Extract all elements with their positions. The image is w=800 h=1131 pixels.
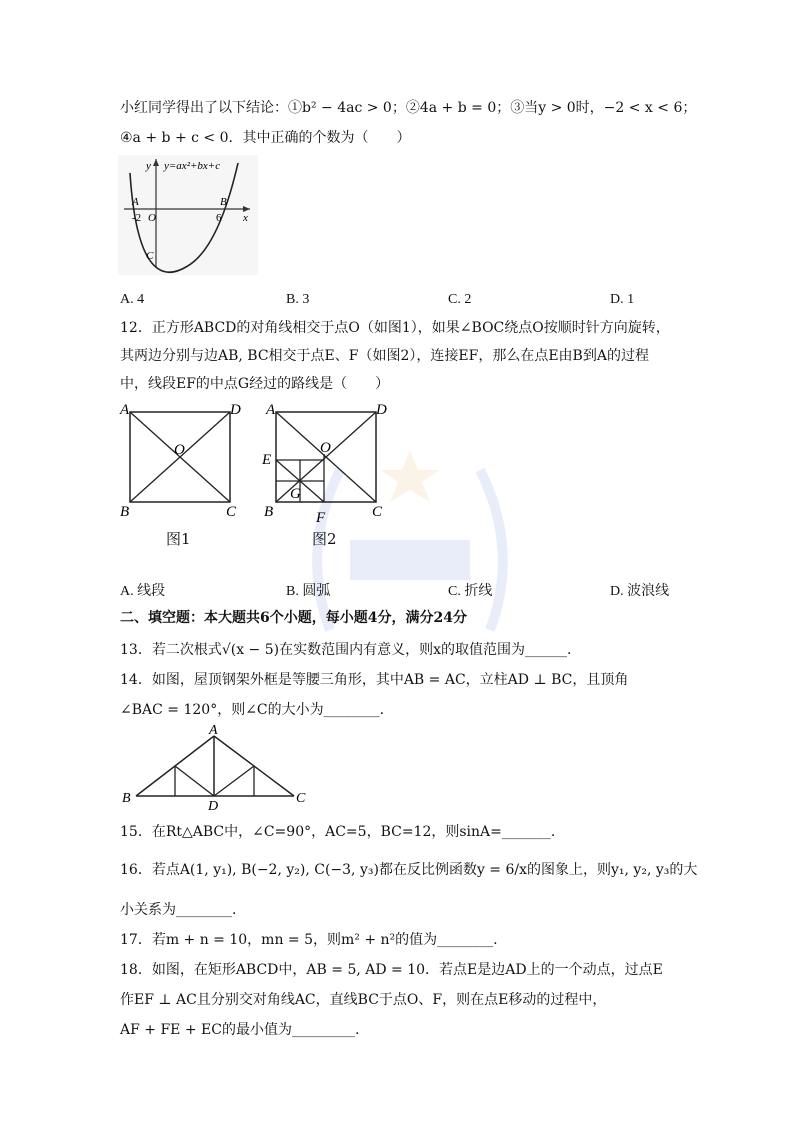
fig2-G-label: G [290, 486, 301, 502]
q11-C-label: C [146, 250, 154, 262]
q11-line1: 小红同学得出了以下结论：①b² − 4ac > 0；②4a + b = 0；③当y > 0时，−2 < x < 6； [120, 100, 697, 116]
q12-line3: 中，线段EF的中点G经过的路线是（ ） [120, 376, 390, 392]
q11-option-a[interactable]: A. 4 [120, 292, 145, 307]
fig2-A-label: A [266, 402, 276, 418]
q14-D-label: D [208, 799, 219, 814]
fig1-caption: 图1 [166, 530, 191, 548]
section2-heading: 二、填空题：本大题共6个小题，每小题4分，满分24分 [120, 610, 467, 626]
q11-A-label: A [132, 196, 139, 208]
fig1-O-label: O [174, 442, 185, 458]
q11-option-c[interactable]: C. 2 [448, 292, 472, 307]
q16-line1: 16．若点A(1, y₁), B(−2, y₂), C(−3, y₃)都在反比例函数y = 6/x的图象上，则y₁, y₂, y₃的大 [120, 862, 698, 878]
q12-line1: 12．正方形ABCD的对角线相交于点O（如图1），如果∠BOC绕点O按顺时针方向旋转， [120, 320, 670, 336]
q12-option-d[interactable]: D. 波浪线 [610, 584, 670, 599]
q14-C-label: C [296, 791, 306, 806]
fig2-caption: 图2 [312, 530, 337, 548]
fig1-B-label: B [120, 504, 130, 520]
q12-option-b[interactable]: B. 圆弧 [286, 584, 331, 599]
q13-text: 13．若二次根式√(x − 5)在实数范围内有意义，则x的取值范围为______. [120, 642, 572, 658]
q12-figure-2 [262, 398, 402, 528]
q12-option-c[interactable]: C. 折线 [448, 584, 493, 599]
q11-neg2-label: -2 [132, 212, 142, 224]
fig2-C-label: C [372, 504, 383, 520]
fig1-C-label: C [226, 504, 237, 520]
q18-line1: 18．如图，在矩形ABCD中，AB = 5, AD = 10．若点E是边AD上的一个动点，过点E [120, 962, 663, 978]
q14-line1: 14．如图，屋顶钢架外框是等腰三角形，其中AB = AC，立柱AD ⊥ BC，且顶角 [120, 672, 629, 688]
q11-line2: ④a + b + c < 0．其中正确的个数为（ ） [120, 130, 411, 146]
fig2-B-label: B [264, 504, 274, 520]
fig2-O-label: O [320, 440, 331, 456]
q14-A-label: A [209, 723, 218, 738]
q14-line2: ∠BAC = 120°，则∠C的大小为________. [120, 702, 385, 718]
q11-O-label: O [148, 212, 156, 224]
q11-six-label: 6 [216, 212, 222, 224]
q12-figure-1 [118, 398, 248, 523]
fig2-D-label: D [376, 402, 387, 418]
q12-line2: 其两边分别与边AB, BC相交于点E、F（如图2），连接EF，那么在点E由B到A的过程 [120, 348, 649, 364]
q15-text: 15．在Rt△ABC中，∠C=90°，AC=5，BC=12，则sinA=_______. [120, 824, 556, 840]
q12-option-a[interactable]: A. 线段 [120, 584, 166, 599]
q14-roof-truss-figure [118, 722, 318, 814]
q18-line3: AF + FE + EC的最小值为_________. [120, 1022, 360, 1038]
q11-graph-title: y=ax²+bx+c [164, 160, 221, 172]
q16-line2: 小关系为________. [120, 902, 237, 918]
fig1-D-label: D [230, 402, 241, 418]
q11-parabola-graph [118, 155, 258, 275]
fig2-E-label: E [262, 452, 272, 468]
q11-option-d[interactable]: D. 1 [610, 292, 635, 307]
fig1-A-label: A [120, 402, 130, 418]
q14-B-label: B [122, 791, 131, 806]
q11-x-label: x [243, 212, 248, 224]
q11-y-label: y [146, 160, 151, 172]
fig2-F-label: F [316, 510, 326, 526]
q18-line2: 作EF ⊥ AC且分别交对角线AC，直线BC于点O、F，则在点E移动的过程中， [120, 992, 607, 1008]
q11-B-label: B [220, 196, 227, 208]
q11-option-b[interactable]: B. 3 [286, 292, 310, 307]
q17-text: 17．若m + n = 10，mn = 5，则m² + n²的值为________. [120, 932, 498, 948]
